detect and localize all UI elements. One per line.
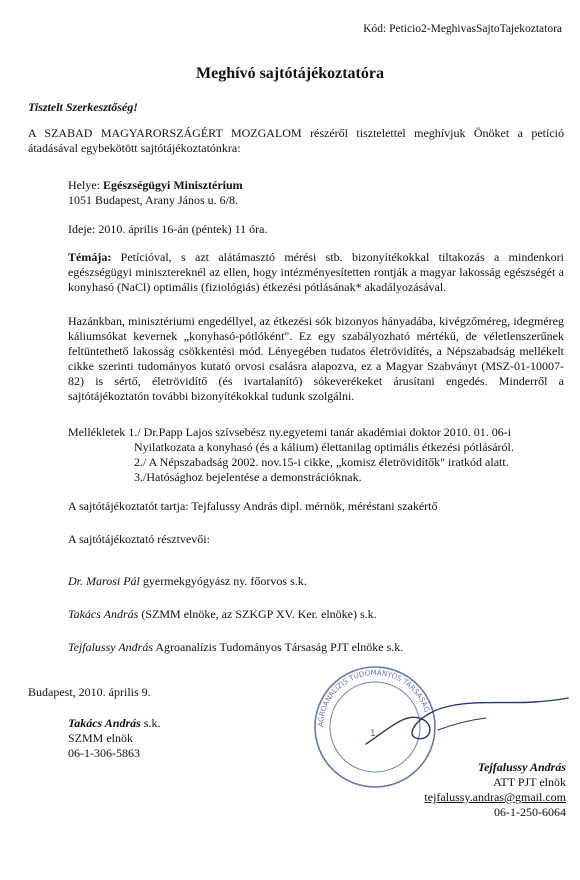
signer-left-phone: 06-1-306-5863 [68,746,140,760]
topic-label: Témája: [68,250,112,264]
venue-address: 1051 Budapest, Arany János u. 6/8. [68,193,238,207]
stamp-number: 1. [370,729,379,739]
attachment-item: Nyilatkozata a konyhasó (és a kálium) élettanilag optimális étkezési pótlásáról. [134,440,514,454]
participant-name: Dr. Marosi Pál [68,574,140,588]
document-code: Kód: Peticio2-MeghivasSajtoTajekoztatora [363,23,562,35]
signer-left-name: Takács András [68,716,141,730]
time-label: Ideje: [68,222,96,236]
participant-role: gyermekgyógyász ny. főorvos s.k. [139,574,307,588]
venue-block [68,178,568,208]
venue-label: Helye: [68,178,100,192]
participant-row [68,640,568,655]
intro-paragraph: A SZABAD MAGYARORSZÁGÉRT MOZGALOM részéről tisztelettel meghívjuk Önöket a petíció átadásával egybekötött sajtótájékoztatónkra: [28,126,564,155]
body-paragraph: Hazánkban, minisztériumi engedéllyel, az étkezési sók bizonyos hányadába, kivégzőméreg, idegméreg káliumsókat kevernek „konyhasó-pótlóként". Ez egy szabályozható mértékű, de véletlenszerűnek feltüntethető lakosság csökkentési mód. Lényegében tudatos életrövidítés, a Népszabadság mellékelt cikke szerinti tudományos kutató orvosi csalásra alapozva, ez a Magyar Szabványt (MSZ-01-10007-82) is sértő, életrövidítő (és ivartalanító) sókeverékeket árusítani engedés. Minderről a sajtótájékoztatón további bizonyítékokkal tudunk szolgálni. [68,314,564,403]
stamp-text: AGROANALÍZIS TUDOMÁNYOS TÁRSASÁG [315,667,432,728]
participant-row [68,607,568,622]
participant-row [68,574,568,589]
attachment-item: 1./ Dr.Papp Lajos szívsebész ny.egyetemi tanár akadémiai doktor 2010. 01. 06-i [128,425,512,439]
signer-left-role: SZMM elnök [68,731,134,745]
participant-role: (SZMM elnöke, az SZKGP XV. Ker. elnöke) s.k. [138,607,377,621]
place-date: Budapest, 2010. április 9. [28,685,151,699]
topic-paragraph [68,250,564,295]
attachments-block [68,425,578,485]
signer-right-phone: 06-1-250-6064 [494,805,566,819]
time-line [68,222,568,237]
venue-name: Egészségügyi Minisztérium [103,178,243,192]
salutation: Tisztelt Szerkesztőség! [28,100,138,114]
attachment-item: 3./Hatósághoz bejelentése a demonstrációknak. [134,470,362,484]
signer-right-name: Tejfalussy András [477,760,566,774]
handwritten-signature [358,690,572,756]
time-value: 2010. április 16-án (péntek) 11 óra. [98,222,268,236]
attachment-item: 2./ A Népszabadság 2002. nov.15-i cikke, „komisz életrövidítők" iratkód alatt. [134,455,509,469]
participant-name: Takács András [68,607,139,621]
signer-left [68,716,268,761]
participant-name: Tejfalussy András [68,640,154,654]
attachments-label: Mellékletek [68,425,126,439]
signer-right-role: ATT PJT elnök [493,775,566,789]
signer-right [346,760,566,820]
participants-label: A sajtótájékoztató résztvevői: [68,532,210,546]
document-title: Meghívó sajtótájékoztatóra [196,65,384,82]
topic-text: Petícióval, s azt alátámasztó mérési stb. bizonyítékokkal tiltakozás a mindenkori egészségügyi minisztereknél az ellen, hogy intézményesítetten rontják a magyar lakosság egészségét a konyhasó (NaCl) optimális (fiziológiás) étkezési pótlásának* akadályozásával. [68,250,564,294]
held-by-line: A sajtótájékoztatót tartja: Tejfalussy András dipl. mérnök, méréstani szakértő [68,499,438,513]
signer-left-suffix: s.k. [140,716,161,730]
participant-role: Agroanalízis Tudományos Társaság PJT elnöke s.k. [153,640,404,654]
signer-right-email[interactable]: tejfalussy.andras@gmail.com [424,790,566,804]
